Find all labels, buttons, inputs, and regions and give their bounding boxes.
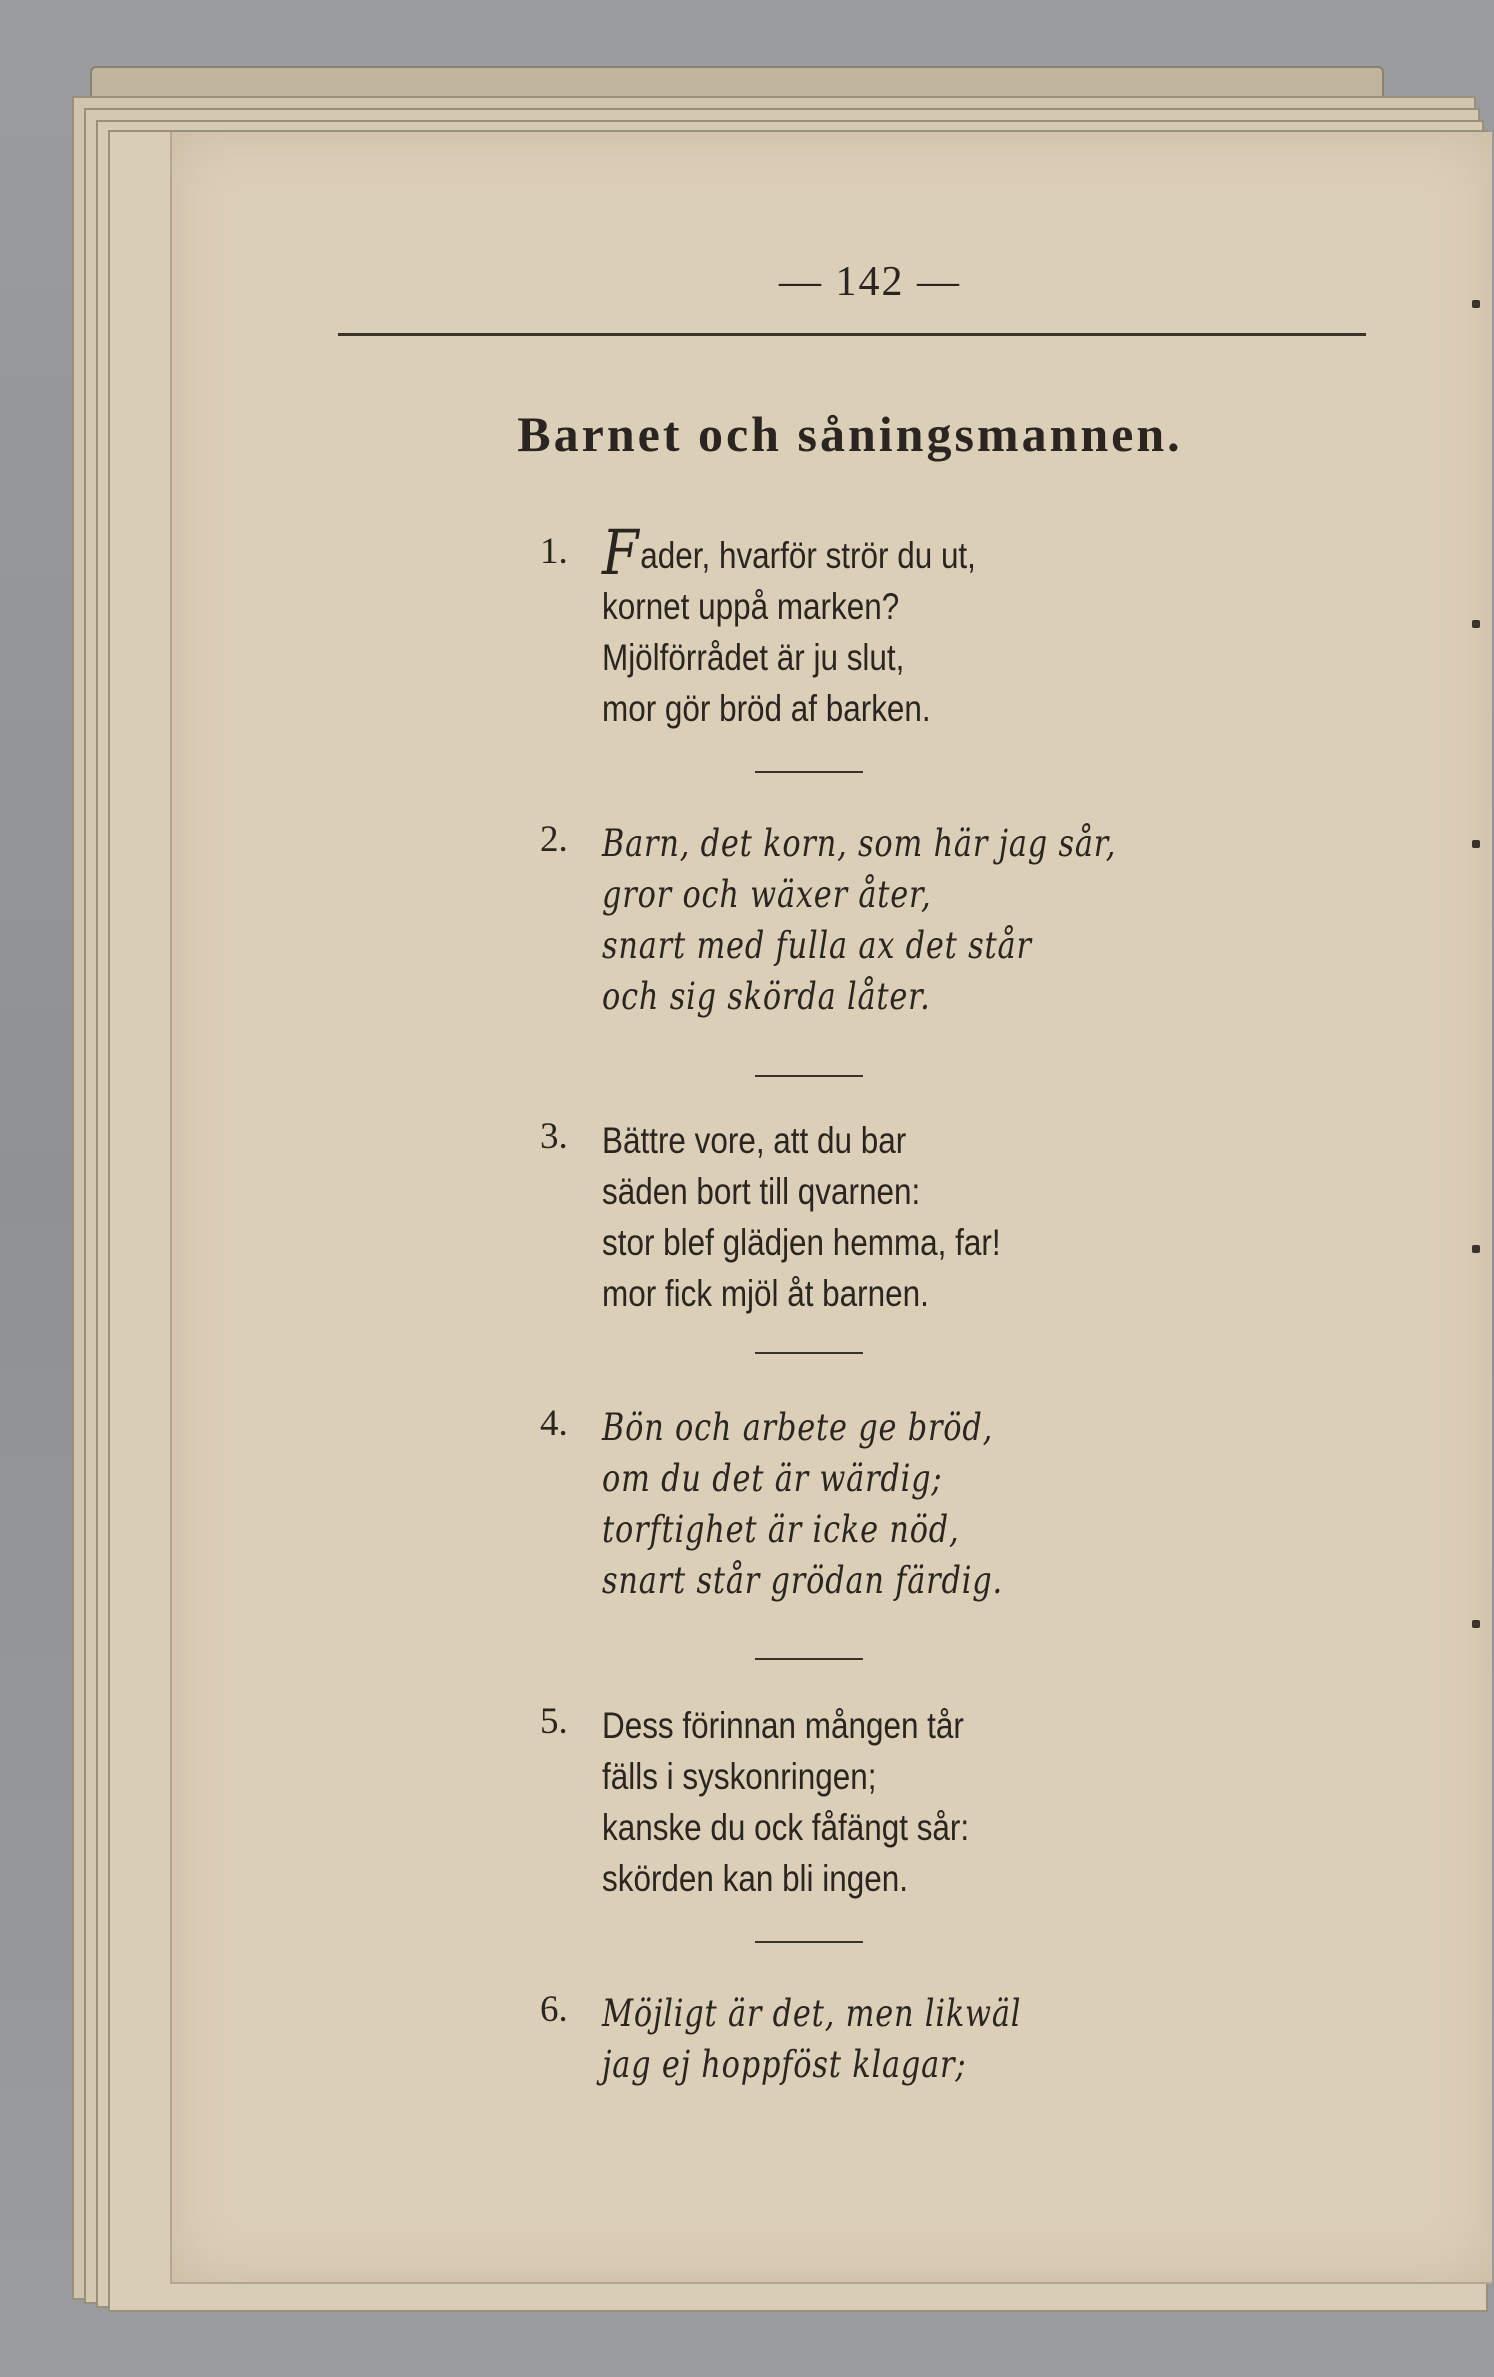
stanza-separator bbox=[755, 1075, 863, 1077]
spine-mark bbox=[1472, 1620, 1480, 1628]
stanza-line: Mjölförrådet är ju slut, bbox=[602, 637, 905, 678]
header-rule bbox=[338, 333, 1366, 336]
stanza-number: 2. bbox=[540, 819, 568, 860]
stanza-number: 3. bbox=[540, 1116, 568, 1157]
stanza-line: kanske du ock fåfängt sår: bbox=[602, 1807, 970, 1848]
stanza-separator bbox=[755, 1941, 863, 1943]
stanza-lines bbox=[602, 818, 1229, 1022]
stanza-line: Möjligt är det, men likwäl bbox=[602, 1992, 1022, 2035]
stanza-line: skörden kan bli ingen. bbox=[602, 1858, 908, 1899]
stanza-line-text: ader, hvarför strör du ut, bbox=[640, 535, 976, 576]
spine-mark bbox=[1472, 620, 1480, 628]
stanza-separator bbox=[755, 771, 863, 773]
stanza-line: Dess förinnan mången tår bbox=[602, 1705, 964, 1746]
stanza-number: 5. bbox=[540, 1701, 568, 1742]
stanza-line: om du det är wärdig; bbox=[602, 1457, 943, 1500]
stanza-separator bbox=[755, 1658, 863, 1660]
spine-mark bbox=[1472, 840, 1480, 848]
stanza-line: säden bort till qvarnen: bbox=[602, 1171, 921, 1212]
stanza-line: Barn, det korn, som här jag sår, bbox=[602, 822, 1117, 865]
stanza-separator bbox=[755, 1352, 863, 1354]
stanza-line: stor blef glädjen hemma, far! bbox=[602, 1222, 1001, 1263]
stanza-number: 4. bbox=[540, 1403, 568, 1444]
stanza-line: fälls i syskonringen; bbox=[602, 1756, 877, 1797]
spine-mark bbox=[1472, 300, 1480, 308]
stanza-line: mor gör bröd af barken. bbox=[602, 688, 931, 729]
stanza-lines bbox=[602, 516, 1042, 734]
stanza-lines bbox=[602, 1988, 1113, 2090]
stanza-line: jag ej hoppföst klagar; bbox=[602, 2043, 967, 2086]
stanza-line: snart med fulla ax det står bbox=[602, 924, 1032, 967]
stanza-line: gror och wäxer åter, bbox=[602, 873, 932, 916]
stanza-line: kornet uppå marken? bbox=[602, 586, 900, 627]
poem-title: Barnet och såningsmannen. bbox=[517, 406, 1183, 462]
page-number: — 142 — bbox=[779, 259, 961, 305]
stanza-line: torftighet är icke nöd, bbox=[602, 1508, 960, 1551]
stanza-lines bbox=[602, 1700, 1034, 1904]
stanza-line bbox=[602, 516, 976, 589]
stanza-lines bbox=[602, 1402, 1091, 1606]
stanza-line: snart står grödan färdig. bbox=[602, 1559, 1003, 1602]
stanza-number: 1. bbox=[540, 531, 568, 572]
stanza-line: Bättre vore, att du bar bbox=[602, 1120, 907, 1161]
spine-mark bbox=[1472, 1245, 1480, 1253]
stanza-line: Bön och arbete ge bröd, bbox=[602, 1406, 994, 1449]
drop-cap: F bbox=[602, 516, 639, 589]
stanza-line: mor fick mjöl åt barnen. bbox=[602, 1273, 929, 1314]
stanza-lines bbox=[602, 1115, 1071, 1319]
stanza-number: 6. bbox=[540, 1989, 568, 2030]
stanza-line: och sig skörda låter. bbox=[602, 975, 931, 1018]
